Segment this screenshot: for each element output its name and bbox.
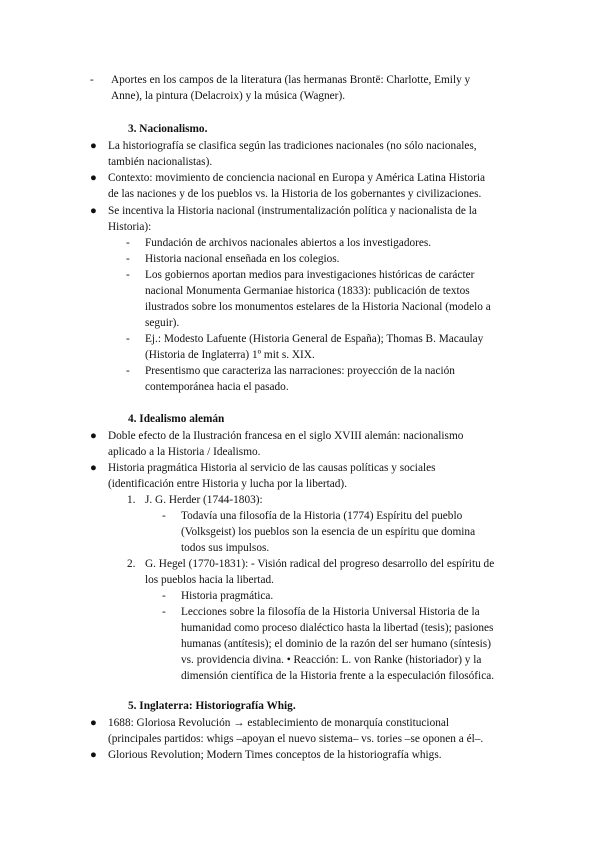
section-heading-inglaterra: 5. Inglaterra: Historiografía Whig.: [128, 700, 296, 712]
bullet-marker: ●: [90, 205, 97, 217]
dash-marker: -: [126, 237, 130, 249]
number-marker: 2.: [127, 558, 136, 570]
list-item-line: también nacionalistas).: [108, 156, 213, 168]
list-item-line: Glorious Revolution; Modern Times conceptos de la historiografía whigs.: [108, 749, 442, 761]
bullet-marker: ●: [90, 172, 97, 184]
list-item-line: de las naciones y de los pueblos vs. la Historia de los gobernantes y civilizaciones.: [108, 188, 482, 200]
dash-marker: -: [162, 590, 166, 602]
intro-line: Anne), la pintura (Delacroix) y la música (Wagner).: [111, 90, 346, 102]
sub-item-line: ilustrados sobre los monumentos estelares de la Historia Nacional (modelo a: [145, 301, 491, 313]
dash-marker: -: [126, 333, 130, 345]
bullet-marker: ●: [90, 749, 97, 761]
sub-item-line: seguir).: [145, 317, 180, 329]
list-item-line: Se incentiva la Historia nacional (instrumentalización política y nacionalista de la: [108, 205, 477, 217]
list-item-line: (identificación entre Historia y lucha por la libertad).: [108, 478, 348, 490]
numbered-item-line: G. Hegel (1770-1831): - Visión radical del progreso desarrollo del espíritu de: [145, 558, 495, 570]
bullet-marker: ●: [90, 140, 97, 152]
sub-item-line: humanidad como proceso dialéctico hasta la libertad (tesis); pasiones: [181, 622, 494, 634]
sub-item-line: Fundación de archivos nacionales abiertos a los investigadores.: [145, 237, 432, 249]
sub-item-line: Ej.: Modesto Lafuente (Historia General de España); Thomas B. Macaulay: [145, 333, 484, 345]
list-item-line: 1688: Gloriosa Revolución → establecimiento de monarquía constitucional: [108, 717, 450, 729]
sub-item-line: vs. providencia divina. • Reacción: L. von Ranke (historiador) y la: [181, 654, 482, 666]
bullet-marker: ●: [90, 462, 97, 474]
section-heading-idealismo: 4. Idealismo alemán: [128, 413, 225, 425]
sub-item-line: todos sus impulsos.: [181, 542, 270, 554]
bullet-marker: ●: [90, 717, 97, 729]
sub-item-line: humanas (antítesis); el dominio de la razón del ser humano (síntesis): [181, 638, 491, 650]
number-marker: 1.: [127, 494, 136, 506]
list-item-line: (principales partidos: whigs –apoyan el nuevo sistema– vs. tories –se oponen a él–.: [108, 733, 484, 745]
numbered-item-line: los pueblos hacia la libertad.: [145, 574, 274, 586]
dash-marker: -: [162, 606, 166, 618]
dash-marker: -: [90, 74, 94, 86]
dash-marker: -: [126, 269, 130, 281]
dash-marker: -: [126, 365, 130, 377]
sub-item-line: Todavía una filosofía de la Historia (1774) Espíritu del pueblo: [181, 510, 463, 522]
list-item-line: aplicado a la Historia / Idealismo.: [108, 446, 261, 458]
section-heading-nacionalismo: 3. Nacionalismo.: [128, 123, 208, 135]
sub-item-line: (Historia de Inglaterra) 1º mit s. XIX.: [145, 349, 315, 361]
sub-item-line: Historia pragmática.: [181, 590, 274, 602]
sub-item-line: dimensión científica de la Historia frente a la especulación filosófica.: [181, 670, 495, 682]
sub-item-line: Historia nacional enseñada en los colegios.: [145, 253, 340, 265]
dash-marker: -: [162, 510, 166, 522]
sub-item-line: Los gobiernos aportan medios para investigaciones históricas de carácter: [145, 269, 475, 281]
bullet-marker: ●: [90, 430, 97, 442]
intro-line: Aportes en los campos de la literatura (las hermanas Brontë: Charlotte, Emily y: [111, 74, 471, 86]
list-item-line: Contexto: movimiento de conciencia nacional en Europa y América Latina Historia: [108, 172, 486, 184]
sub-item-line: contemporánea hacia el pasado.: [145, 381, 289, 393]
list-item-line: Historia):: [108, 221, 152, 233]
sub-item-line: Presentismo que caracteriza las narraciones: proyección de la nación: [145, 365, 455, 377]
list-item-line: Doble efecto de la Ilustración francesa en el siglo XVIII alemán: nacionalismo: [108, 430, 464, 442]
numbered-item-line: J. G. Herder (1744-1803):: [145, 494, 263, 506]
list-item-line: La historiografía se clasifica según las tradiciones nacionales (no sólo nacionales,: [108, 140, 477, 152]
sub-item-line: (Volksgeist) los pueblos son la esencia de un espíritu que domina: [181, 526, 476, 538]
list-item-line: Historia pragmática Historia al servicio de las causas políticas y sociales: [108, 462, 436, 474]
dash-marker: -: [126, 253, 130, 265]
sub-item-line: nacional Monumenta Germaniae historica (1833): publicación de textos: [145, 285, 470, 297]
sub-item-line: Lecciones sobre la filosofía de la Historia Universal Historia de la: [181, 606, 480, 618]
